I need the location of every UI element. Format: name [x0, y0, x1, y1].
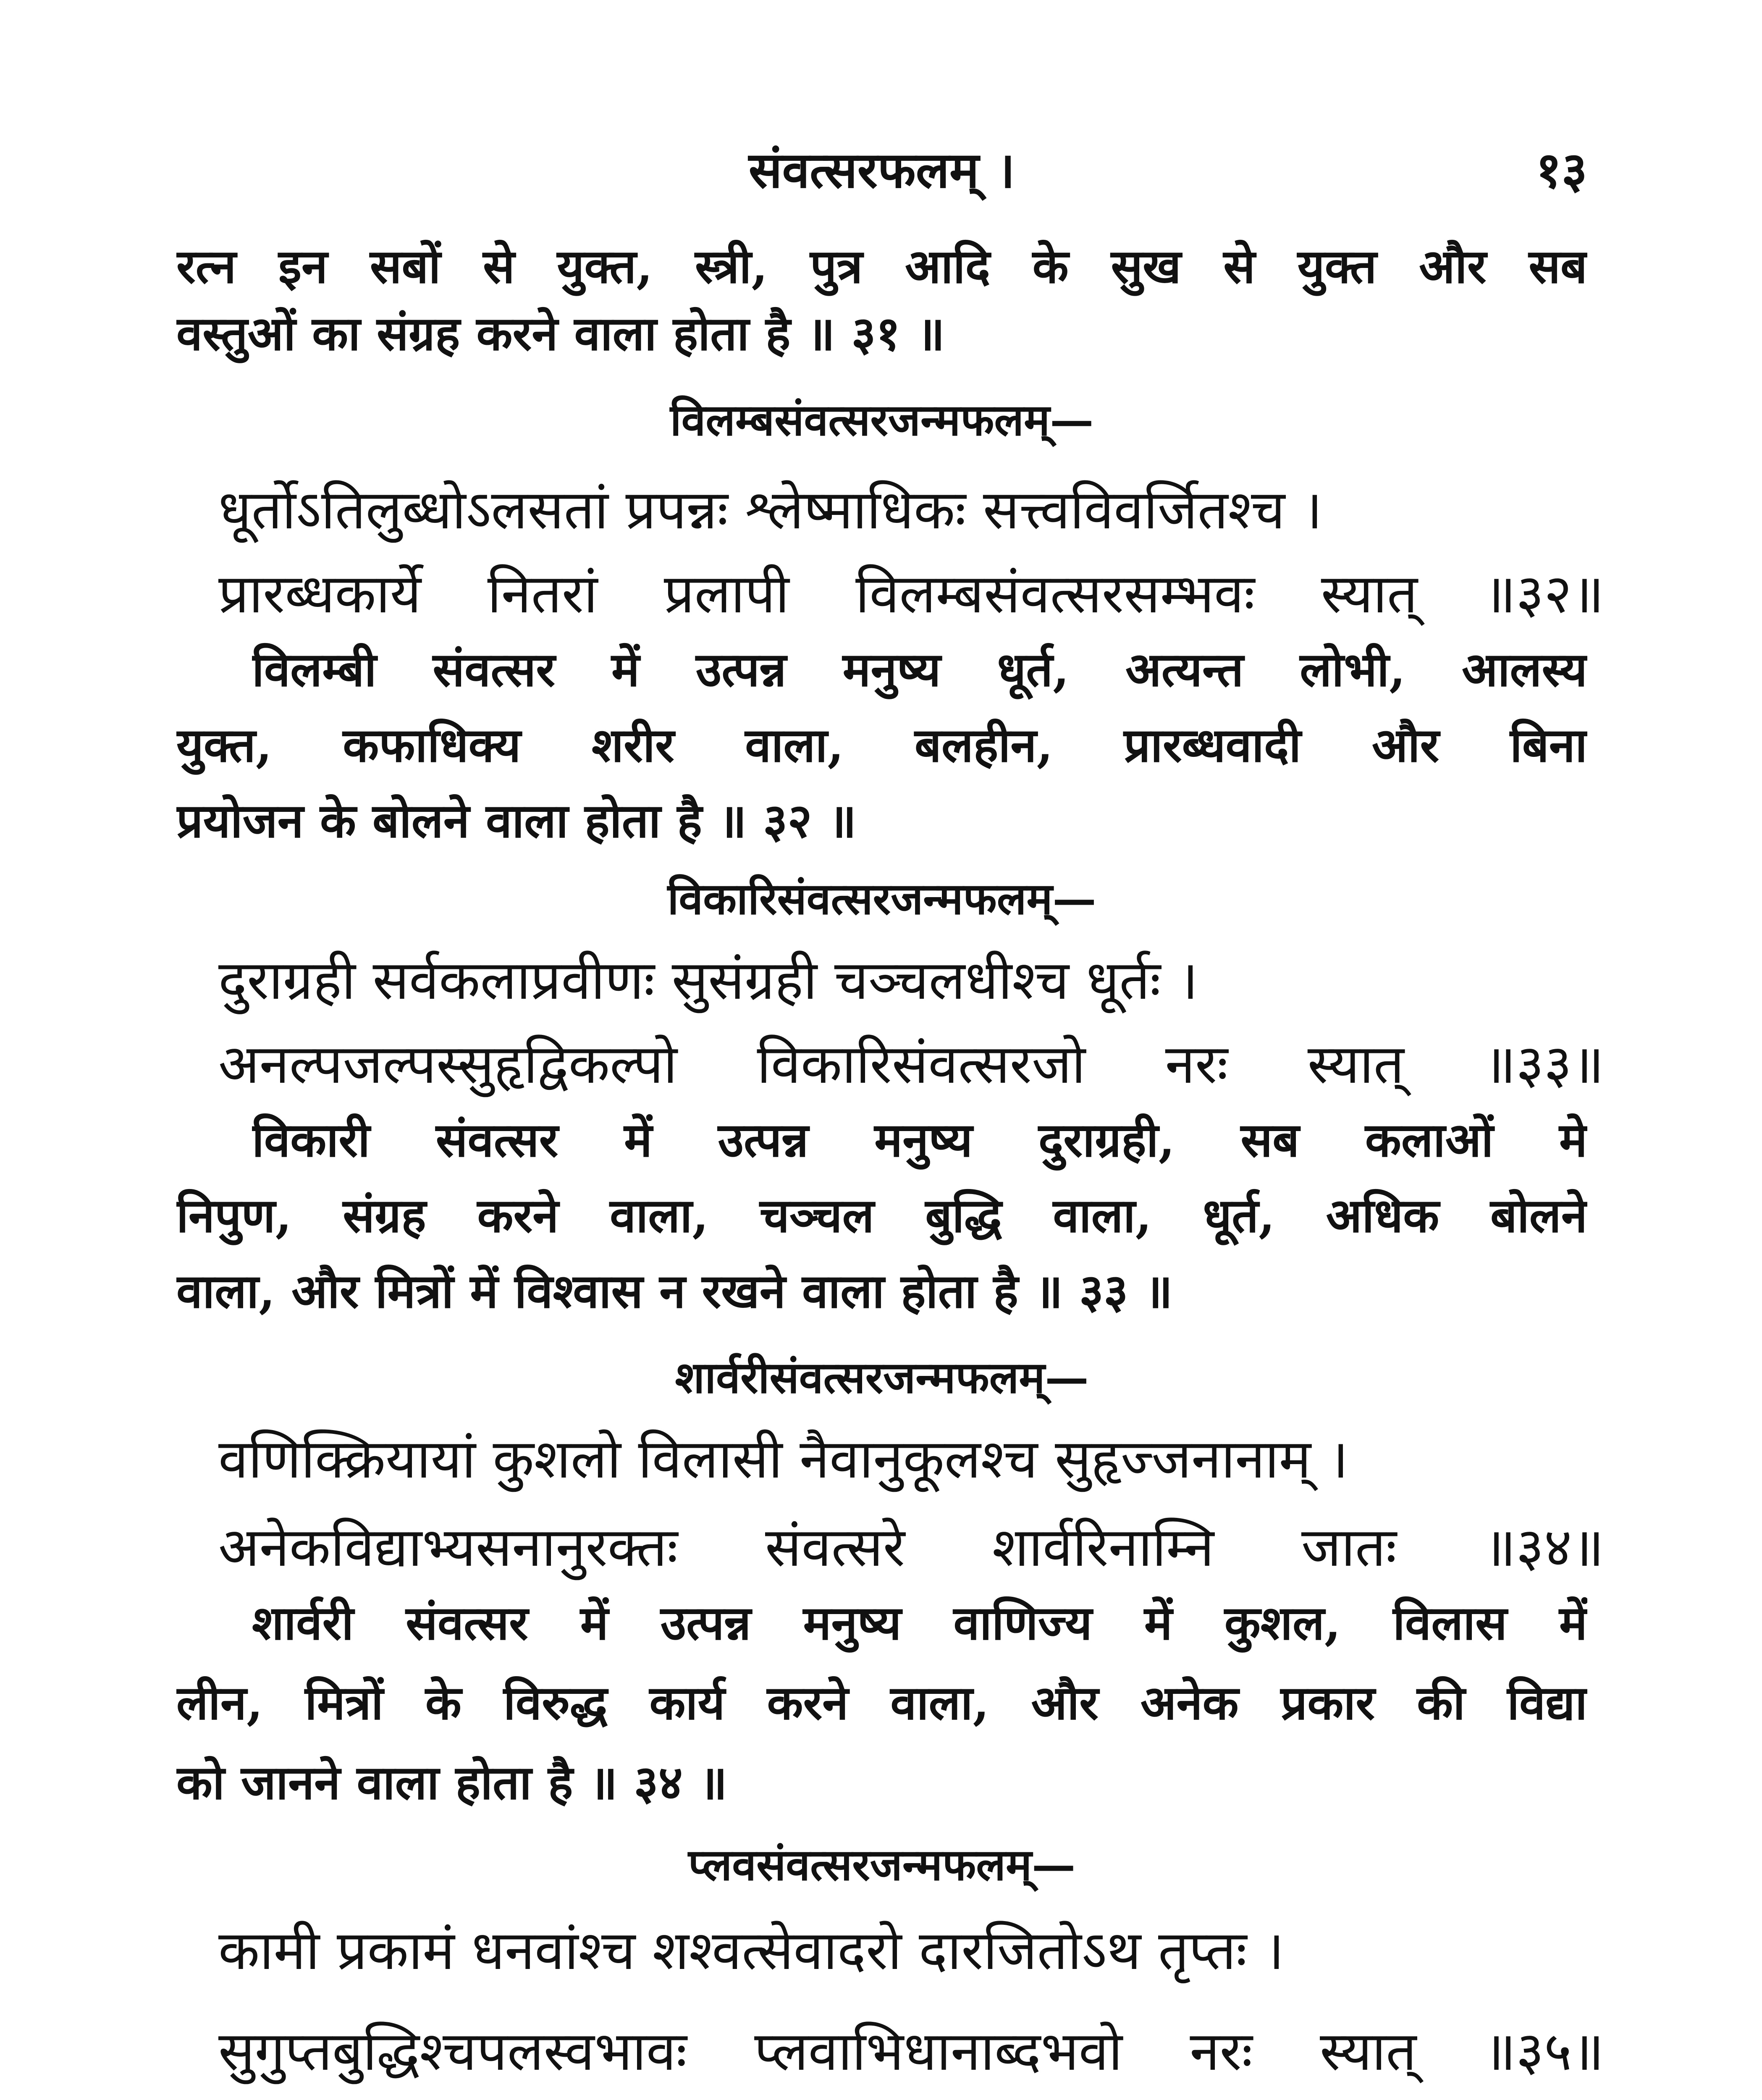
- verse-line: दुराग्रही सर्वकलाप्रवीणः सुसंग्रही चञ्चलधीश्च धूर्तः ।: [218, 949, 1198, 1012]
- prose-line: निपुण, संग्रह करने वाला, चञ्चल बुद्धि वाला, धूर्त, अधिक बोलने: [176, 1188, 1587, 1243]
- prose-line: युक्त, कफाधिक्य शरीर वाला, बलहीन, प्रारब्धवादी और बिना: [176, 718, 1587, 773]
- page-header: [176, 139, 1587, 206]
- section-heading: विलम्बसंवत्सरजन्मफलम्—: [670, 394, 1094, 446]
- prose-line: विलम्बी संवत्सर में उत्पन्न मनुष्य धूर्त, अत्यन्त लोभी, आलस्य: [252, 642, 1587, 697]
- prose-line: प्रयोजन के बोलने वाला होता है ॥ ३२ ॥: [176, 793, 857, 848]
- verse-line: कामी प्रकामं धनवांश्च शश्वत्सेवादरो दारजितोऽथ तृप्तः ।: [218, 1919, 1285, 1982]
- prose-line: वाला, और मित्रों में विश्वास न रखने वाला होता है ॥ ३३ ॥: [176, 1264, 1173, 1319]
- page-number: १३: [1536, 141, 1587, 199]
- prose-line: विकारी संवत्सर में उत्पन्न मनुष्य दुराग्रही, सब कलाओं मे: [252, 1113, 1587, 1168]
- prose-line: को जानने वाला होता है ॥ ३४ ॥: [176, 1755, 728, 1810]
- verse-line: प्रारब्धकार्ये नितरां प्रलापी विलम्बसंवत्सरसम्भवः स्यात् ॥३२॥: [218, 563, 1604, 625]
- running-title: संवत्सरफलम् ।: [748, 141, 1015, 199]
- section-heading: विकारिसंवत्सरजन्मफलम्—: [667, 873, 1096, 924]
- prose-line: लीन, मित्रों के विरुद्ध कार्य करने वाला, और अनेक प्रकार की विद्या: [176, 1675, 1587, 1730]
- section-heading: प्लवसंवत्सरजन्मफलम्—: [688, 1839, 1076, 1890]
- verse-line: सुगुप्तबुद्धिश्चपलस्वभावः प्लवाभिधानाब्दभवो नरः स्यात् ॥३५॥: [218, 2020, 1604, 2083]
- verse-line: अनल्पजल्पस्सुहृद्विकल्पो विकारिसंवत्सरजो नरः स्यात् ॥३३॥: [218, 1033, 1604, 1096]
- prose-line: रत्न इन सबों से युक्त, स्त्री, पुत्र आदि के सुख से युक्त और सब: [176, 239, 1587, 294]
- verse-line: धूर्तोऽतिलुब्धोऽलसतां प्रपन्नः श्लेष्माधिकः सत्त्वविवर्जितश्च ।: [218, 479, 1323, 541]
- prose-line: वस्तुओं का संग्रह करने वाला होता है ॥ ३१ ॥: [176, 306, 945, 361]
- verse-line: अनेकविद्याभ्यसनानुरक्तः संवत्सरे शार्वरिनाम्नि जातः ॥३४॥: [218, 1516, 1604, 1579]
- verse-line: वणिक्क्रियायां कुशलो विलासी नैवानुकूलश्च सुहृज्जनानाम् ।: [218, 1428, 1349, 1491]
- prose-line: शार्वरी संवत्सर में उत्पन्न मनुष्य वाणिज्य में कुशल, विलास में: [252, 1596, 1587, 1651]
- section-heading: शार्वरीसंवत्सरजन्मफलम्—: [675, 1352, 1089, 1403]
